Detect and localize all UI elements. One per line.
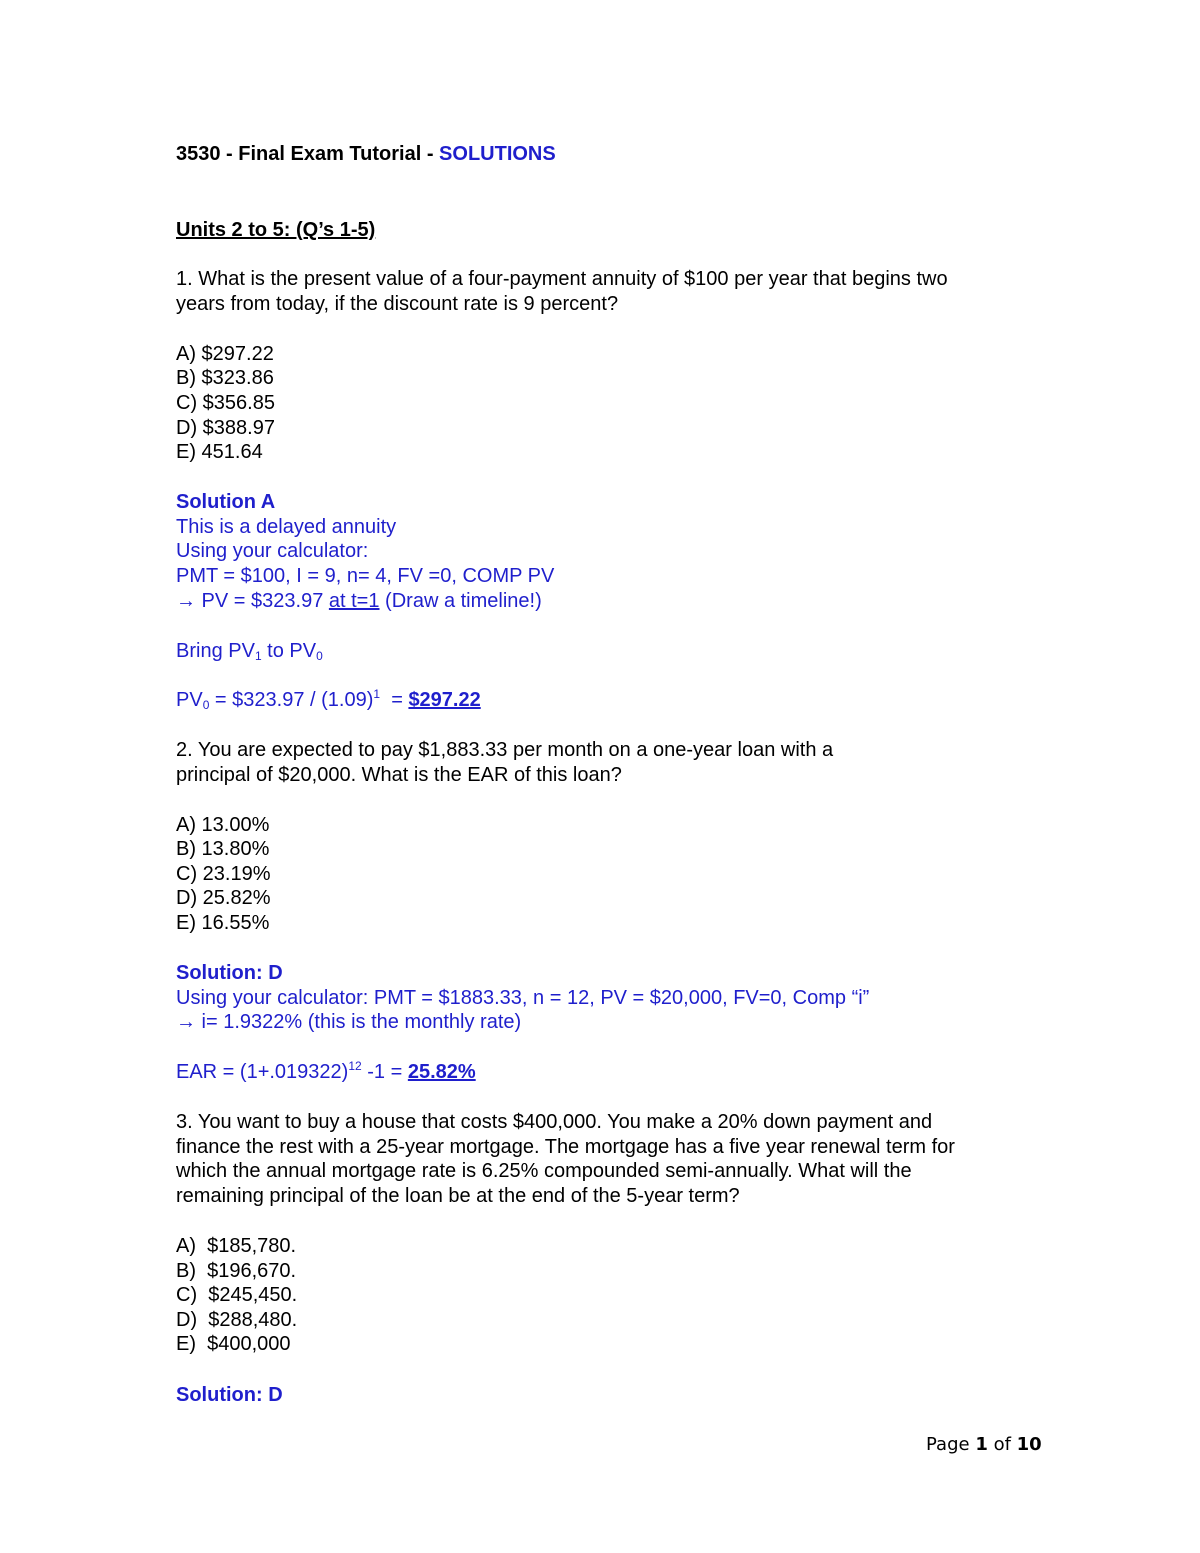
q1-option-b: B) $323.86 [176, 367, 274, 389]
q1-solution-line-5 [176, 639, 323, 663]
q3-option-e: E) $400,000 [176, 1333, 291, 1355]
q1-text-line-1: 1. What is the present value of a four-payment annuity of $100 per year that begins two [176, 268, 948, 290]
q1-to-text: to PV [261, 640, 317, 662]
q3-text-line-3: which the annual mortgage rate is 6.25% compounded semi-annually. What will the [176, 1160, 912, 1182]
q1-solution-line-3: PMT = $100, I = 9, n= 4, FV =0, COMP PV [176, 565, 555, 587]
q1-pv-text: PV = $323.97 [196, 590, 329, 612]
arrow-right-icon: → [176, 1011, 196, 1033]
q2-option-b: B) 13.80% [176, 838, 270, 860]
q2-ear-formula: EAR = (1+.019322) [176, 1061, 349, 1083]
title-prefix: 3530 - Final Exam Tutorial - [176, 143, 440, 165]
q1-bring-text: Bring PV [176, 640, 255, 662]
q3-text-line-1: 3. You want to buy a house that costs $400,000. You make a 20% down payment and [176, 1111, 933, 1133]
q3-option-a: A) $185,780. [176, 1235, 297, 1257]
q2-option-a: A) 13.00% [176, 814, 270, 836]
section-heading: Units 2 to 5: (Q’s 1-5) [176, 219, 376, 241]
footer-total-pages: 10 [1016, 1434, 1042, 1455]
document-title [176, 142, 556, 166]
q2-option-c: C) 23.19% [176, 863, 271, 885]
q2-solution-line-3 [176, 1060, 476, 1084]
q1-equals: = [380, 689, 409, 711]
q2-option-d: D) 25.82% [176, 887, 271, 909]
q1-option-d: D) $388.97 [176, 417, 275, 439]
q1-timeline-note: (Draw a timeline!) [379, 590, 542, 612]
q3-option-c: C) $245,450. [176, 1284, 298, 1306]
q1-option-c: C) $356.85 [176, 392, 275, 414]
q1-text-line-2: years from today, if the discount rate is 9 percent? [176, 293, 619, 315]
q1-exponent: 1 [373, 687, 381, 701]
q2-solution-line-1: Using your calculator: PMT = $1883.33, n = 12, PV = $20,000, FV=0, Comp “i” [176, 987, 870, 1009]
footer-of-word: of [987, 1434, 1017, 1455]
q3-option-b: B) $196,670. [176, 1260, 297, 1282]
footer-page-word: Page [926, 1434, 976, 1455]
q3-text-line-4: remaining principal of the loan be at the end of the 5-year term? [176, 1185, 740, 1207]
q1-solution-line-4 [176, 589, 542, 613]
footer-current-page: 1 [975, 1434, 988, 1455]
q1-option-a: A) $297.22 [176, 343, 274, 365]
page-number-footer [926, 1434, 1042, 1456]
q1-solution-line-2: Using your calculator: [176, 540, 369, 562]
q2-solution-line-2 [176, 1010, 521, 1034]
q3-option-d: D) $288,480. [176, 1309, 298, 1331]
q2-equals: -1 = [361, 1061, 408, 1083]
q2-exponent: 12 [348, 1059, 362, 1073]
q2-answer: 25.82% [407, 1061, 476, 1083]
title-solutions: SOLUTIONS [439, 143, 556, 165]
q1-option-e: E) 451.64 [176, 441, 263, 463]
q1-formula: = $323.97 / (1.09) [209, 689, 374, 711]
q1-pv0-label: PV [176, 689, 203, 711]
q3-text-line-2: finance the rest with a 25-year mortgage. The mortgage has a five year renewal term for [176, 1136, 955, 1158]
q1-pv0-sub: 0 [202, 698, 210, 712]
q1-sub-0: 0 [316, 649, 323, 663]
q1-answer: $297.22 [408, 689, 481, 711]
q1-solution-label: Solution A [176, 491, 276, 513]
q2-solution-label: Solution: D [176, 962, 283, 984]
q2-text-line-1: 2. You are expected to pay $1,883.33 per month on a one-year loan with a [176, 739, 834, 761]
q2-option-e: E) 16.55% [176, 912, 270, 934]
q2-text-line-2: principal of $20,000. What is the EAR of this loan? [176, 764, 622, 786]
q2-monthly-rate: i= 1.9322% (this is the monthly rate) [196, 1011, 522, 1033]
q1-solution-line-6 [176, 688, 481, 712]
arrow-right-icon: → [176, 590, 196, 612]
q3-solution-label: Solution: D [176, 1384, 283, 1406]
q1-at-t1: at t=1 [328, 590, 380, 612]
q1-solution-line-1: This is a delayed annuity [176, 516, 397, 538]
q1-sub-1: 1 [254, 649, 262, 663]
